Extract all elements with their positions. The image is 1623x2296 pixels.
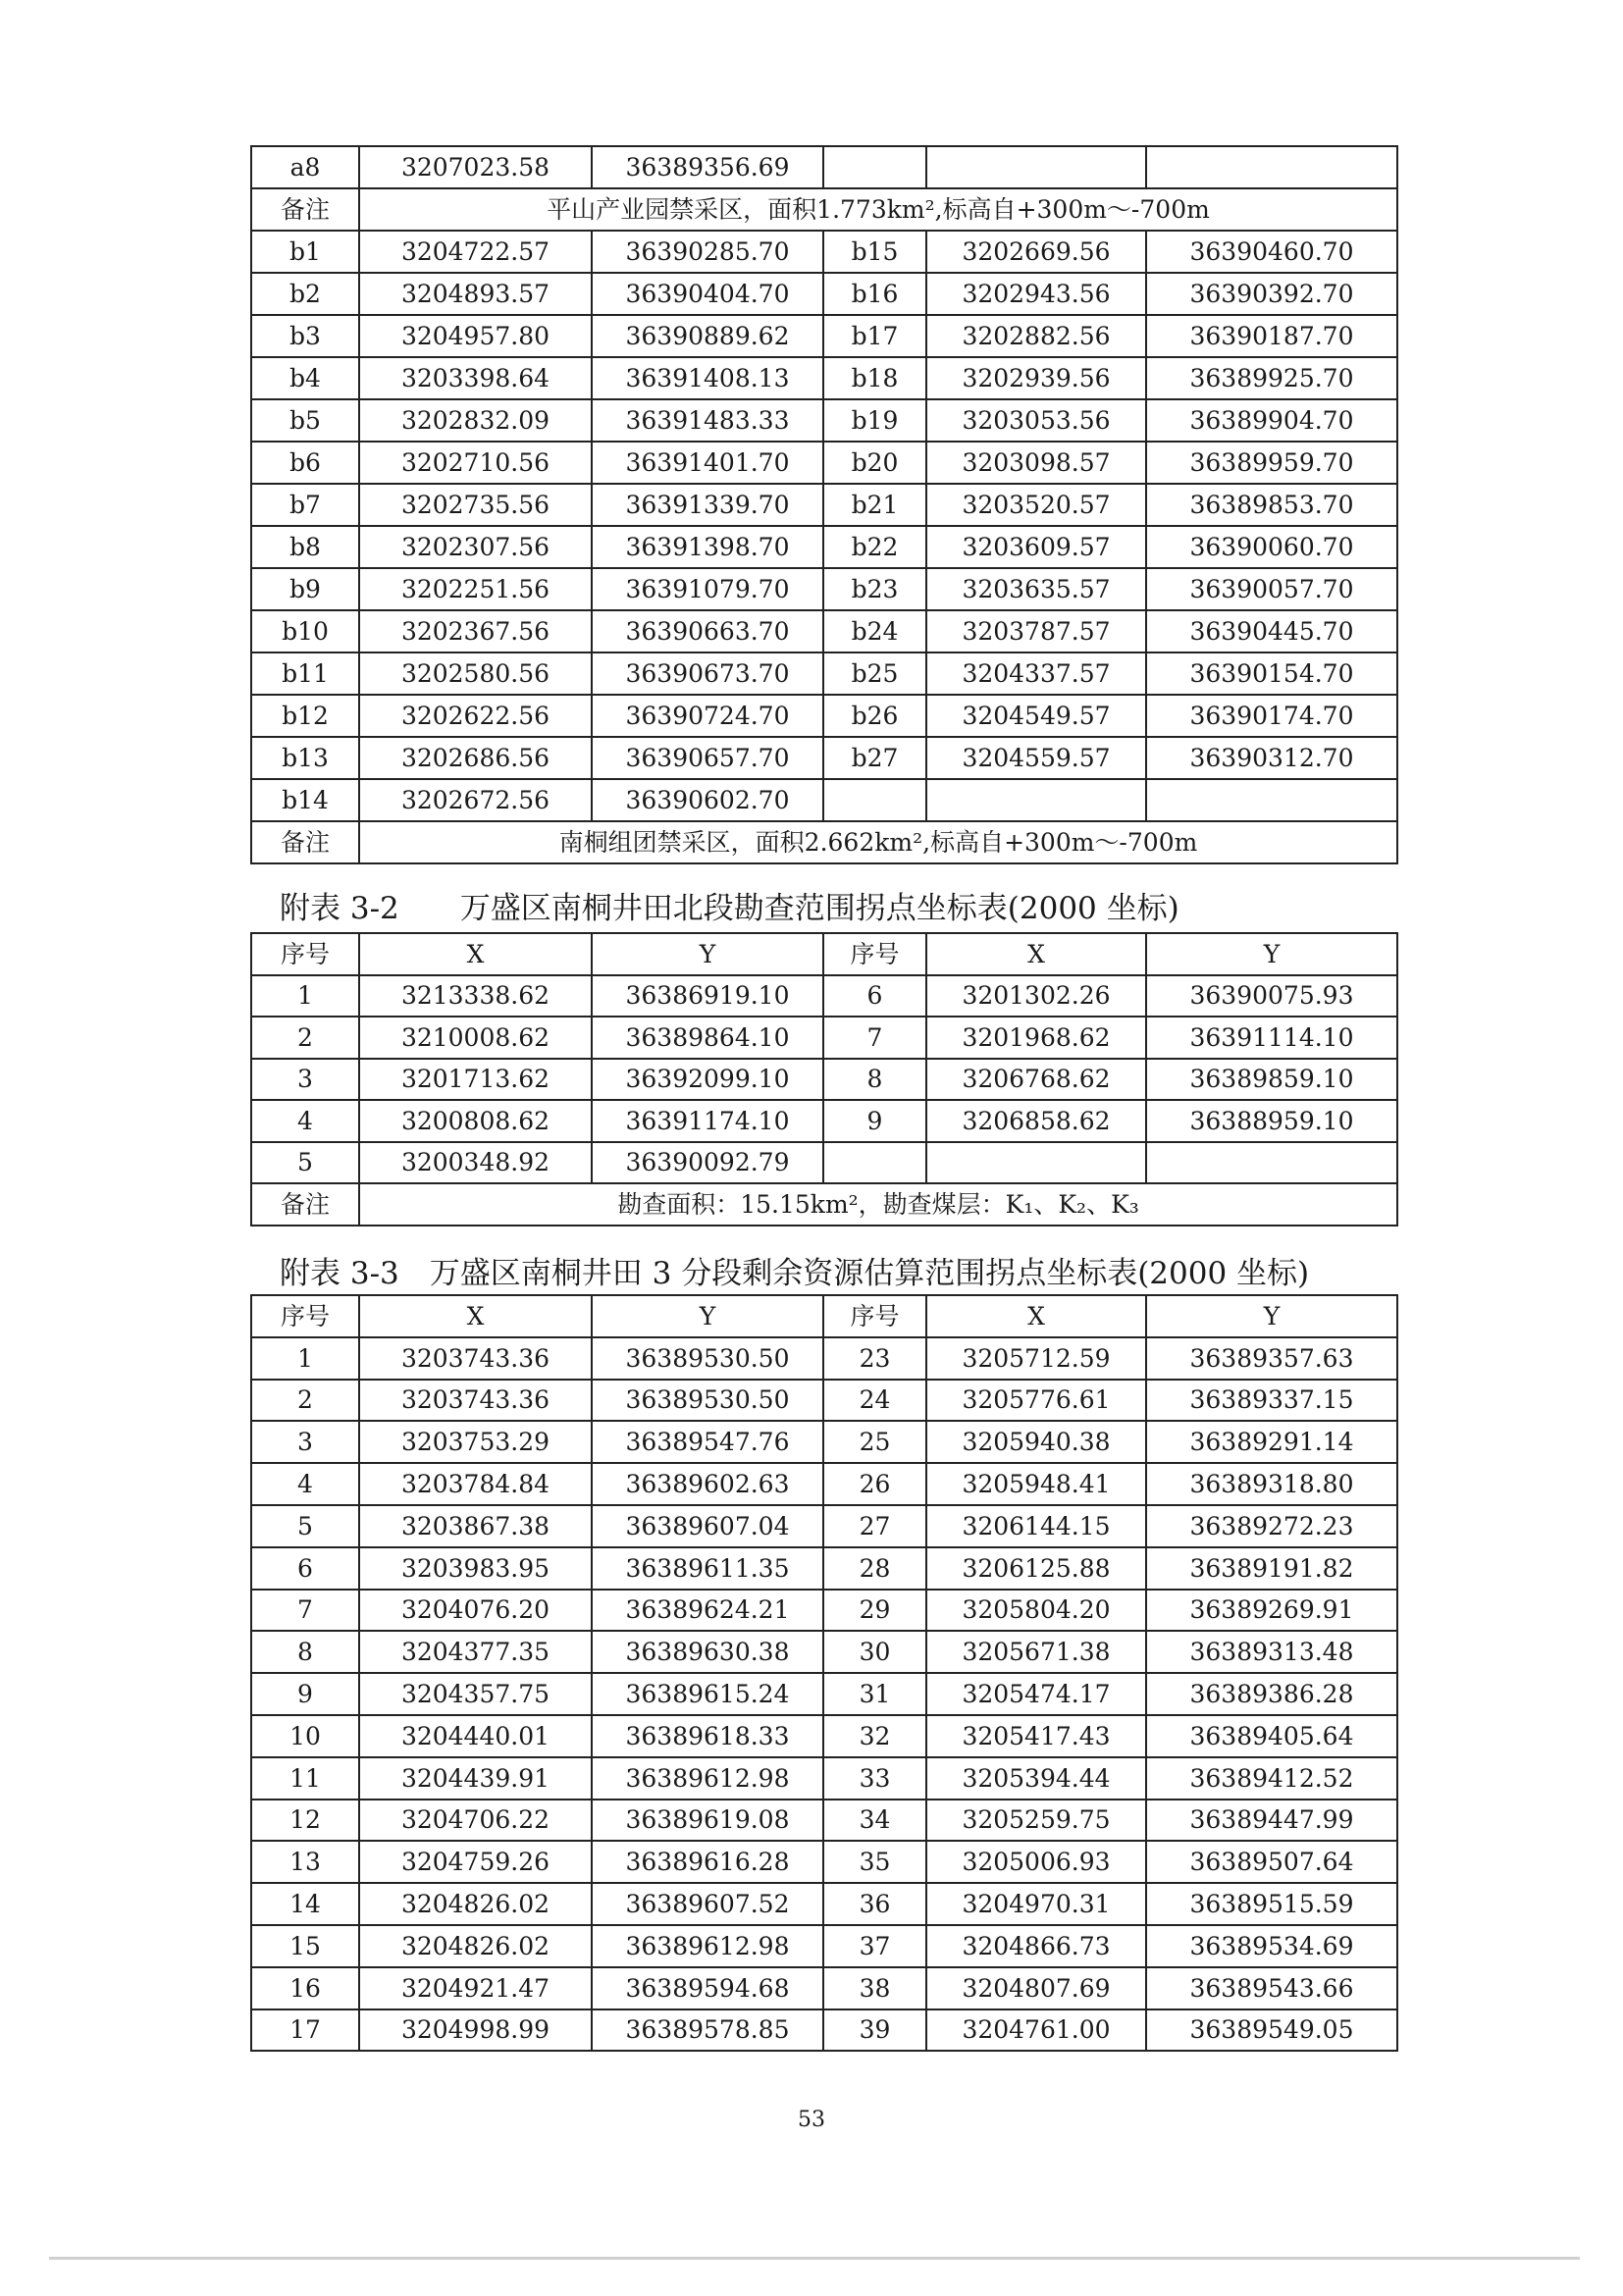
table-cell: 12 <box>251 1800 359 1842</box>
table-cell: b12 <box>251 695 359 737</box>
page-number: 53 <box>798 2108 825 2132</box>
table-cell: 3204866.73 <box>926 1925 1146 1967</box>
coordinate-table-prohibited-zones <box>250 145 1398 864</box>
table-row <box>251 1757 1397 1800</box>
table-row <box>251 1463 1397 1505</box>
table-cell <box>926 1142 1146 1184</box>
table-cell: 16 <box>251 1967 359 2009</box>
table-cell: 3202672.56 <box>359 779 592 821</box>
table-cell: 3200808.62 <box>359 1100 592 1142</box>
table-row-remark <box>251 821 1397 863</box>
table-cell: 3202943.56 <box>926 273 1146 315</box>
table-cell: b16 <box>823 273 926 315</box>
table-row <box>251 1800 1397 1842</box>
table-cell: b20 <box>823 442 926 484</box>
table-cell: 36390889.62 <box>592 315 823 357</box>
table-cell: 36389530.50 <box>592 1380 823 1422</box>
table-cell: 36389619.08 <box>592 1800 823 1842</box>
table-cell: 36389356.69 <box>592 146 823 188</box>
table-cell: 3204998.99 <box>359 2009 592 2052</box>
table-cell: 36389630.38 <box>592 1631 823 1673</box>
table-cell: 5 <box>251 1142 359 1184</box>
table-cell: 36390092.79 <box>592 1142 823 1184</box>
table-cell: 36389272.23 <box>1146 1505 1397 1547</box>
table-cell: 3206768.62 <box>926 1059 1146 1101</box>
column-header: 序号 <box>823 933 926 975</box>
table-cell: 36390657.70 <box>592 737 823 779</box>
table-cell: b23 <box>823 568 926 610</box>
table-cell: 1 <box>251 1337 359 1380</box>
table-cell: a8 <box>251 146 359 188</box>
table-cell: 36389615.24 <box>592 1673 823 1715</box>
table-cell: 3203398.64 <box>359 357 592 399</box>
table-cell: b9 <box>251 568 359 610</box>
table-row <box>251 1925 1397 1967</box>
table-cell: 32 <box>823 1715 926 1757</box>
column-header: X <box>926 933 1146 975</box>
table-cell: 36390057.70 <box>1146 568 1397 610</box>
table-cell: 36389611.35 <box>592 1547 823 1590</box>
table-cell: 3200348.92 <box>359 1142 592 1184</box>
table-row <box>251 231 1397 273</box>
table-row <box>251 695 1397 737</box>
table-cell: 36389578.85 <box>592 2009 823 2052</box>
table-cell: 36389318.80 <box>1146 1463 1397 1505</box>
table-cell: 3205940.38 <box>926 1421 1146 1463</box>
table-cell: 3204807.69 <box>926 1967 1146 2009</box>
table-cell: b2 <box>251 273 359 315</box>
table-cell: 1 <box>251 975 359 1018</box>
table-cell: 36391174.10 <box>592 1100 823 1142</box>
table-cell: 3205804.20 <box>926 1590 1146 1632</box>
table-cell: 3204893.57 <box>359 273 592 315</box>
footer-divider <box>49 2257 1580 2260</box>
table-cell: 7 <box>251 1590 359 1632</box>
table-cell: 3203983.95 <box>359 1547 592 1590</box>
table-cell: 3205417.43 <box>926 1715 1146 1757</box>
table-cell: b14 <box>251 779 359 821</box>
column-header: X <box>359 933 592 975</box>
remark-text: 平山产业园禁采区，面积1.773km²,标高自+300m～-700m <box>359 188 1397 231</box>
table-cell: 36390404.70 <box>592 273 823 315</box>
coordinate-table-3-2 <box>250 932 1398 1226</box>
table-cell: 23 <box>823 1337 926 1380</box>
table-cell: 36391483.33 <box>592 399 823 442</box>
table-cell <box>1146 146 1397 188</box>
table-cell: 36390673.70 <box>592 652 823 695</box>
table-cell: 14 <box>251 1883 359 1925</box>
table-row <box>251 1337 1397 1380</box>
table-cell <box>1146 1142 1397 1184</box>
table-cell: b5 <box>251 399 359 442</box>
table-row <box>251 779 1397 821</box>
table-row <box>251 1059 1397 1101</box>
table-cell: 36391339.70 <box>592 484 823 526</box>
table-cell: 36389530.50 <box>592 1337 823 1380</box>
table-cell: 36390445.70 <box>1146 610 1397 652</box>
table-cell: 3202307.56 <box>359 526 592 568</box>
table-cell: 36389357.63 <box>1146 1337 1397 1380</box>
table-cell: 33 <box>823 1757 926 1800</box>
coordinate-table-3-3 <box>250 1294 1398 2052</box>
table-cell: 3203098.57 <box>926 442 1146 484</box>
table-row <box>251 1715 1397 1757</box>
table-cell: 3203520.57 <box>926 484 1146 526</box>
table-cell: b8 <box>251 526 359 568</box>
table-cell: 37 <box>823 1925 926 1967</box>
table-cell: b18 <box>823 357 926 399</box>
table-cell: 15 <box>251 1925 359 1967</box>
table-cell: 3201713.62 <box>359 1059 592 1101</box>
table-cell: 10 <box>251 1715 359 1757</box>
table-cell: 36389607.04 <box>592 1505 823 1547</box>
table-cell: 36389447.99 <box>1146 1800 1397 1842</box>
table-cell: 36390460.70 <box>1146 231 1397 273</box>
table-row <box>251 1100 1397 1142</box>
table-cell: 3204337.57 <box>926 652 1146 695</box>
table-cell: 36390285.70 <box>592 231 823 273</box>
table-cell: 36390602.70 <box>592 779 823 821</box>
table-cell: 36392099.10 <box>592 1059 823 1101</box>
table-row <box>251 1673 1397 1715</box>
table-cell: 3204706.22 <box>359 1800 592 1842</box>
table-cell: 3202686.56 <box>359 737 592 779</box>
table-row-remark <box>251 1183 1397 1226</box>
table-row <box>251 273 1397 315</box>
table-cell: 35 <box>823 1841 926 1883</box>
table-cell: 3202622.56 <box>359 695 592 737</box>
table-row <box>251 146 1397 188</box>
table-cell: 13 <box>251 1841 359 1883</box>
table-cell: 3202710.56 <box>359 442 592 484</box>
table-row <box>251 1505 1397 1547</box>
table-cell: 36389618.33 <box>592 1715 823 1757</box>
table-cell: 36389864.10 <box>592 1017 823 1059</box>
table-cell: 3205712.59 <box>926 1337 1146 1380</box>
column-header: Y <box>592 1295 823 1337</box>
table-cell: 29 <box>823 1590 926 1632</box>
table-cell: 3204826.02 <box>359 1883 592 1925</box>
table-cell: 36 <box>823 1883 926 1925</box>
table-caption-3-2: 附表 3-2 万盛区南桐井田北段勘查范围拐点坐标表(2000 坐标) <box>280 891 1179 926</box>
table-cell: 17 <box>251 2009 359 2052</box>
table-cell: 36389291.14 <box>1146 1421 1397 1463</box>
table-row <box>251 315 1397 357</box>
table-cell: 3204826.02 <box>359 1925 592 1967</box>
table-cell: 36390663.70 <box>592 610 823 652</box>
table-header-row <box>251 1295 1397 1337</box>
column-header: X <box>359 1295 592 1337</box>
table-row <box>251 1631 1397 1673</box>
table-row <box>251 484 1397 526</box>
table-cell: 3213338.62 <box>359 975 592 1018</box>
table-cell: b10 <box>251 610 359 652</box>
table-row <box>251 737 1397 779</box>
table-cell: 3201302.26 <box>926 975 1146 1018</box>
table-cell: 3204970.31 <box>926 1883 1146 1925</box>
table-row <box>251 1590 1397 1632</box>
table-cell <box>926 146 1146 188</box>
table-cell: 36389959.70 <box>1146 442 1397 484</box>
table-row <box>251 442 1397 484</box>
table-cell: b6 <box>251 442 359 484</box>
table-cell: 36390174.70 <box>1146 695 1397 737</box>
table-row <box>251 1380 1397 1422</box>
table-cell: b7 <box>251 484 359 526</box>
table-cell: 38 <box>823 1967 926 2009</box>
table-cell: 9 <box>823 1100 926 1142</box>
table-row <box>251 1017 1397 1059</box>
table-cell: 27 <box>823 1505 926 1547</box>
table-cell: 36391408.13 <box>592 357 823 399</box>
table-cell: 3204559.57 <box>926 737 1146 779</box>
table-cell: b24 <box>823 610 926 652</box>
table-cell: 3205948.41 <box>926 1463 1146 1505</box>
table-cell: 2 <box>251 1380 359 1422</box>
table-cell: 36388959.10 <box>1146 1100 1397 1142</box>
table-cell: 36389616.28 <box>592 1841 823 1883</box>
column-header: 序号 <box>251 1295 359 1337</box>
table-cell: b3 <box>251 315 359 357</box>
table-cell: 3205671.38 <box>926 1631 1146 1673</box>
table-cell: 36390075.93 <box>1146 975 1397 1018</box>
table-cell: 36389534.69 <box>1146 1925 1397 1967</box>
table-cell: 36390392.70 <box>1146 273 1397 315</box>
table-cell: 3204377.35 <box>359 1631 592 1673</box>
column-header: Y <box>1146 933 1397 975</box>
table-cell: b4 <box>251 357 359 399</box>
table-cell: b22 <box>823 526 926 568</box>
table-cell <box>926 779 1146 821</box>
table-row <box>251 1421 1397 1463</box>
table-cell: 28 <box>823 1547 926 1590</box>
table-cell: 3204921.47 <box>359 1967 592 2009</box>
table-cell: 3205259.75 <box>926 1800 1146 1842</box>
table-cell: 36389337.15 <box>1146 1380 1397 1422</box>
table-cell: 36389405.64 <box>1146 1715 1397 1757</box>
table-row <box>251 1883 1397 1925</box>
table-row <box>251 610 1397 652</box>
table-cell: 36390154.70 <box>1146 652 1397 695</box>
table-cell: 3204761.00 <box>926 2009 1146 2052</box>
table-cell: 36389612.98 <box>592 1757 823 1800</box>
table-cell: 3203609.57 <box>926 526 1146 568</box>
table-cell: 3202735.56 <box>359 484 592 526</box>
table-cell: 36390312.70 <box>1146 737 1397 779</box>
table-cell: 3205006.93 <box>926 1841 1146 1883</box>
table-cell: b11 <box>251 652 359 695</box>
table-cell: 3203053.56 <box>926 399 1146 442</box>
table-cell <box>823 1142 926 1184</box>
table-cell: 3203743.36 <box>359 1337 592 1380</box>
table-cell: 36389507.64 <box>1146 1841 1397 1883</box>
table-cell: 8 <box>251 1631 359 1673</box>
table-cell: 36389515.59 <box>1146 1883 1397 1925</box>
table-cell: 25 <box>823 1421 926 1463</box>
table-cell: 3203784.84 <box>359 1463 592 1505</box>
table-cell <box>823 779 926 821</box>
table-cell: 36390060.70 <box>1146 526 1397 568</box>
remark-label: 备注 <box>251 188 359 231</box>
table-cell: b13 <box>251 737 359 779</box>
table-cell: 5 <box>251 1505 359 1547</box>
table-row <box>251 975 1397 1018</box>
remark-text: 南桐组团禁采区，面积2.662km²,标高自+300m～-700m <box>359 821 1397 863</box>
table-cell: 36389853.70 <box>1146 484 1397 526</box>
table-caption-3-3: 附表 3-3 万盛区南桐井田 3 分段剩余资源估算范围拐点坐标表(2000 坐标) <box>280 1256 1310 1291</box>
table-cell: 3202669.56 <box>926 231 1146 273</box>
table-cell: b27 <box>823 737 926 779</box>
table-cell: 36389191.82 <box>1146 1547 1397 1590</box>
table-cell: 36391114.10 <box>1146 1017 1397 1059</box>
table-row-remark <box>251 188 1397 231</box>
table-cell: 3205776.61 <box>926 1380 1146 1422</box>
table-cell: 3206125.88 <box>926 1547 1146 1590</box>
table-cell: 36386919.10 <box>592 975 823 1018</box>
table-row <box>251 652 1397 695</box>
table-cell: 36389612.98 <box>592 1925 823 1967</box>
table-cell: 8 <box>823 1059 926 1101</box>
table-cell: 3203743.36 <box>359 1380 592 1422</box>
column-header: X <box>926 1295 1146 1337</box>
table-cell: 3204759.26 <box>359 1841 592 1883</box>
table-cell: 36389549.05 <box>1146 2009 1397 2052</box>
column-header: 序号 <box>251 933 359 975</box>
table-cell: 3202832.09 <box>359 399 592 442</box>
remark-label: 备注 <box>251 1183 359 1226</box>
table-cell: b15 <box>823 231 926 273</box>
table-cell: 36391398.70 <box>592 526 823 568</box>
table-cell: 34 <box>823 1800 926 1842</box>
table-cell: b21 <box>823 484 926 526</box>
table-cell: 3203867.38 <box>359 1505 592 1547</box>
table-cell: 30 <box>823 1631 926 1673</box>
table-cell: 3204722.57 <box>359 231 592 273</box>
table-cell: b26 <box>823 695 926 737</box>
table-row <box>251 1547 1397 1590</box>
table-cell: 31 <box>823 1673 926 1715</box>
table-cell: 3204439.91 <box>359 1757 592 1800</box>
table-cell: 3202251.56 <box>359 568 592 610</box>
table-header-row <box>251 933 1397 975</box>
table-cell: 36389313.48 <box>1146 1631 1397 1673</box>
table-cell: 24 <box>823 1380 926 1422</box>
table-cell: 36389904.70 <box>1146 399 1397 442</box>
table-cell: 3 <box>251 1059 359 1101</box>
table-row <box>251 2009 1397 2052</box>
table-cell: 36391079.70 <box>592 568 823 610</box>
table-cell: 3205474.17 <box>926 1673 1146 1715</box>
table-cell: 36389543.66 <box>1146 1967 1397 2009</box>
table-row <box>251 526 1397 568</box>
table-row <box>251 1142 1397 1184</box>
remark-text: 勘查面积：15.15km²，勘查煤层：K₁、K₂、K₃ <box>359 1183 1397 1226</box>
table-row <box>251 357 1397 399</box>
table-row <box>251 399 1397 442</box>
table-cell: 3 <box>251 1421 359 1463</box>
table-cell: 7 <box>823 1017 926 1059</box>
table-cell: 3201968.62 <box>926 1017 1146 1059</box>
table-cell: 3210008.62 <box>359 1017 592 1059</box>
column-header: Y <box>592 933 823 975</box>
table-row <box>251 1841 1397 1883</box>
table-cell: 26 <box>823 1463 926 1505</box>
table-cell: 36389859.10 <box>1146 1059 1397 1101</box>
table-cell: 3203635.57 <box>926 568 1146 610</box>
table-cell: 4 <box>251 1100 359 1142</box>
table-cell: 6 <box>251 1547 359 1590</box>
table-cell <box>1146 779 1397 821</box>
table-cell: 11 <box>251 1757 359 1800</box>
table-cell: 36390187.70 <box>1146 315 1397 357</box>
table-cell: 36390724.70 <box>592 695 823 737</box>
table-cell: 36389594.68 <box>592 1967 823 2009</box>
table-cell: 36389607.52 <box>592 1883 823 1925</box>
table-row <box>251 568 1397 610</box>
table-cell: 3206858.62 <box>926 1100 1146 1142</box>
table-cell: 3202939.56 <box>926 357 1146 399</box>
table-cell: 3204549.57 <box>926 695 1146 737</box>
table-cell: 3206144.15 <box>926 1505 1146 1547</box>
table-cell: 36389624.21 <box>592 1590 823 1632</box>
table-cell: 3202367.56 <box>359 610 592 652</box>
column-header: Y <box>1146 1295 1397 1337</box>
remark-label: 备注 <box>251 821 359 863</box>
table-cell: b17 <box>823 315 926 357</box>
table-cell: 3203753.29 <box>359 1421 592 1463</box>
table-cell: 3207023.58 <box>359 146 592 188</box>
table-cell: 36389386.28 <box>1146 1673 1397 1715</box>
table-cell: 3204440.01 <box>359 1715 592 1757</box>
table-cell: 3205394.44 <box>926 1757 1146 1800</box>
table-cell: 36389602.63 <box>592 1463 823 1505</box>
table-cell: 36389547.76 <box>592 1421 823 1463</box>
table-row <box>251 1967 1397 2009</box>
table-cell: 4 <box>251 1463 359 1505</box>
table-cell: 3204076.20 <box>359 1590 592 1632</box>
table-cell <box>823 146 926 188</box>
table-cell: 3203787.57 <box>926 610 1146 652</box>
table-cell: 36389925.70 <box>1146 357 1397 399</box>
table-cell: 36389412.52 <box>1146 1757 1397 1800</box>
table-cell: 36391401.70 <box>592 442 823 484</box>
table-cell: 3204357.75 <box>359 1673 592 1715</box>
table-cell: 3202882.56 <box>926 315 1146 357</box>
table-cell: 3202580.56 <box>359 652 592 695</box>
table-cell: 6 <box>823 975 926 1018</box>
table-cell: 3204957.80 <box>359 315 592 357</box>
table-cell: 2 <box>251 1017 359 1059</box>
table-cell: b25 <box>823 652 926 695</box>
table-cell: 9 <box>251 1673 359 1715</box>
table-cell: b19 <box>823 399 926 442</box>
table-cell: 39 <box>823 2009 926 2052</box>
table-cell: b1 <box>251 231 359 273</box>
column-header: 序号 <box>823 1295 926 1337</box>
table-cell: 36389269.91 <box>1146 1590 1397 1632</box>
